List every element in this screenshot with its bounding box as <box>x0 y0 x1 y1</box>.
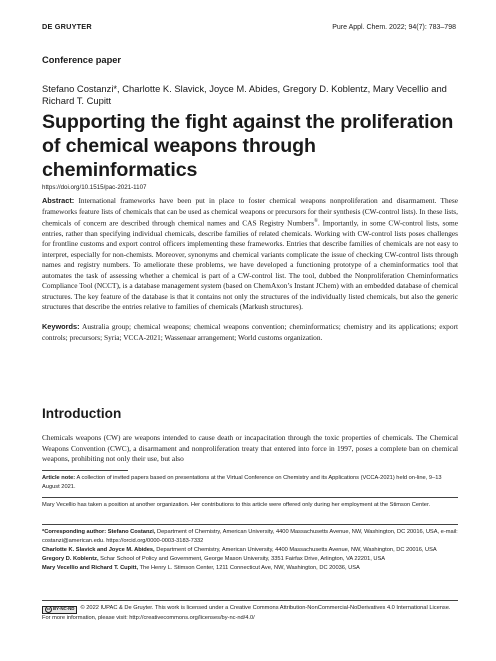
author-list: Stefano Costanzi*, Charlotte K. Slavick, Joyce M. Abides, Gregory D. Koblentz, Mary Vecellio and Richard T. Cupitt <box>42 83 447 107</box>
keywords <box>42 322 458 343</box>
corresponding-author-text: Department of Chemistry, American University, 4400 Massachusetts Avenue, NW, Washington, DC 20016, USA, e-mail: costanzi@american.edu. https://orcid.org/0000-0003-3183-7332 <box>42 529 458 544</box>
abstract <box>42 196 458 313</box>
abstract-label: Abstract: <box>42 196 75 205</box>
keywords-label: Keywords: <box>42 322 80 331</box>
registered-mark: ® <box>314 219 318 224</box>
cc-badge-label: BY-NC-ND <box>53 606 75 612</box>
abstract-text-part2: . Importantly, in some CW-control lists, some entries, rather than specifying individual chemicals, describe families of related chemicals. Working with CW-control lists poses challenges for frontline customs and export control officers implementing these frameworks. Entries that describe families of chemicals are not easy to interpret, especially for non-chemists. Moreover, synonyms and chemical variants complicate the issue of checking CW-control lists through names and registry numbers. To ameliorate these problems, we have developed a functioning prototype of a cheminformatics tool that automates the task of assessing whether a chemical is part of a CW-control list. The tool, dubbed the Nonproliferation Cheminformatics Compliance Tool (NCCT), is a database management system (based on ChemAxon’s Instant JChem) with an embedded database of chemical structures. The key feature of the database is that it contains not only the structures of the individually listed chemicals, but also the generic structures that describe the entries relative to families of chemicals (Markush structures). <box>42 218 458 312</box>
footnote-divider <box>42 497 458 498</box>
paper-category: Conference paper <box>42 55 122 65</box>
doi-link[interactable]: https://doi.org/10.1515/pac-2021-1107 <box>42 184 147 191</box>
affiliation-label: Charlotte K. Slavick and Joyce M. Abides, <box>42 546 155 553</box>
affiliation-label: Gregory D. Koblentz, <box>42 555 99 562</box>
affiliations <box>42 528 458 573</box>
page-header <box>42 22 456 31</box>
license-text: © 2022 IUPAC & De Gruyter. This work is licensed under a Creative Commons Attribution-NonCommercial-NoDerivatives 4.0 International License. For more information, please visit: http://creativecommons.org/licenses/by-nc-nd/4.0/ <box>42 605 451 621</box>
section-heading-introduction: Introduction <box>42 406 122 421</box>
article-note-text: A collection of invited papers based on presentations at the Virtual Conference on Chemistry and its Applications (VCCA-2021) held on-line, 9–13 August 2021. <box>42 475 442 490</box>
cc-license-icon[interactable] <box>42 606 77 614</box>
article-note <box>42 474 458 492</box>
affiliation-label: Mary Vecellio and Richard T. Cupitt, <box>42 564 139 571</box>
affiliation-text: The Henry L. Stimson Center, 1211 Connecticut Ave, NW, Washington, DC 20036, USA <box>139 564 360 571</box>
article-note-label: Article note: <box>42 475 76 481</box>
vecellio-note: Mary Vecellio has taken a position at another organization. Her contributions to this article were offered only during her employment at the Stimson Center. <box>42 502 431 508</box>
affiliation-text: Schar School of Policy and Government, George Mason University, 3351 Fairfax Drive, Arlington, VA 22201, USA <box>100 555 386 562</box>
affiliation-text: Department of Chemistry, American University, 4400 Massachusetts Avenue, NW, Washington, DC 20016, USA <box>156 546 437 553</box>
abstract-text-part1: International frameworks have been put in place to foster chemical weapons nonproliferation and disarmament. These frameworks feature lists of chemicals that can be used as chemical weapons or precursors for their synthesis (CW-control lists). In these lists, chemicals of concern are described through chemical names and CAS Registry Numbers <box>42 196 458 228</box>
publisher-name: DE GRUYTER <box>42 22 92 31</box>
footnote-rule <box>42 470 128 471</box>
journal-citation: Pure Appl. Chem. 2022; 94(7): 783–798 <box>332 24 456 31</box>
license-divider <box>42 600 458 601</box>
license-notice <box>42 604 460 622</box>
cc-circle-icon: cc <box>46 607 51 611</box>
keywords-text: Australia group; chemical weapons; chemical weapons convention; cheminformatics; chemistry and its applications; export controls; precursors; Syria; VCCA-2021; Wassenaar arrangement; World customs organization. <box>42 322 458 342</box>
corresponding-author-label: *Corresponding author: Stefano Costanzi, <box>42 529 156 535</box>
footnote-divider <box>42 524 458 525</box>
introduction-text: Chemicals weapons (CW) are weapons intended to cause death or incapacitation through the toxic properties of chemicals. The Chemical Weapons Convention (CWC), a disarmament and nonproliferation treaty that entered into force in 1997, poses a complete ban on chemical weapons, prohibiting not only their use, but also <box>42 433 458 464</box>
paper-title: Supporting the fight against the proliferation of chemical weapons through cheminformatics <box>42 111 454 182</box>
